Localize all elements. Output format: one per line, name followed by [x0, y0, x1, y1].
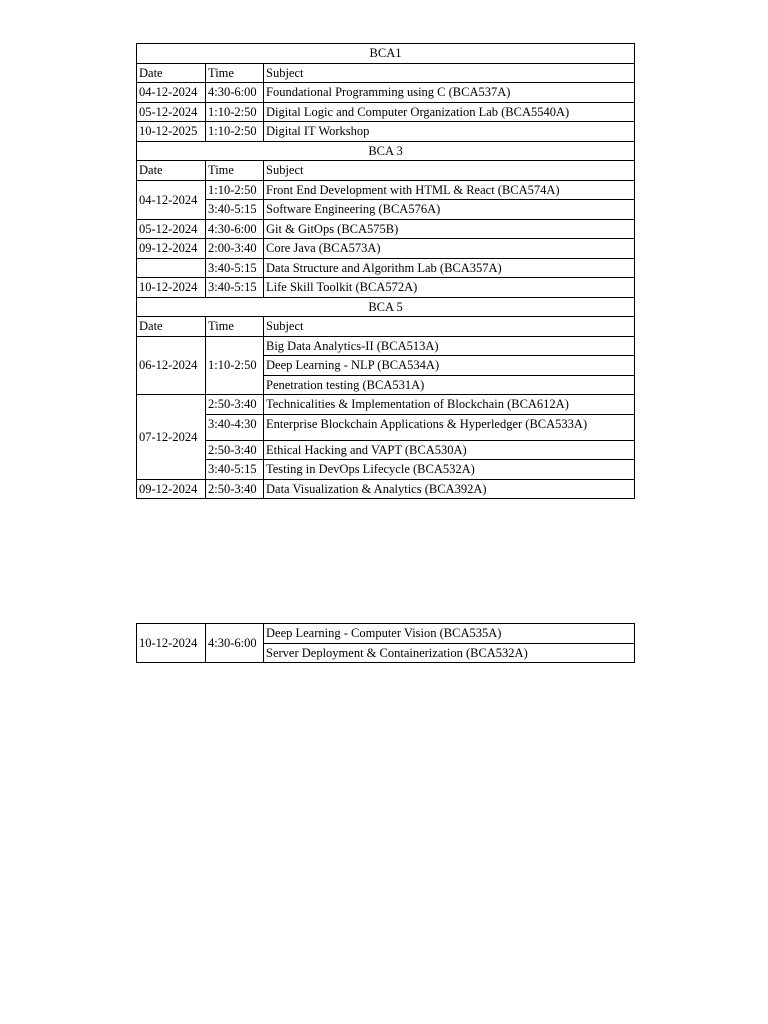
- subject-cell: Core Java (BCA573A): [264, 239, 635, 259]
- table-row: [137, 479, 635, 499]
- table-row: [137, 180, 635, 200]
- subject-cell: Big Data Analytics-II (BCA513A): [264, 336, 635, 356]
- date-cell: 07-12-2024: [137, 395, 206, 480]
- time-cell: 1:10-2:50: [206, 336, 264, 395]
- exam-schedule-table: [136, 43, 635, 499]
- column-header-row: [137, 161, 635, 181]
- subject-cell: Deep Learning - NLP (BCA534A): [264, 356, 635, 376]
- table-row: [137, 414, 635, 440]
- column-header-row: [137, 63, 635, 83]
- time-cell: 3:40-4:30: [206, 414, 264, 440]
- time-cell: 2:50-3:40: [206, 440, 264, 460]
- subject-header: Subject: [264, 317, 635, 337]
- table-row: [137, 395, 635, 415]
- time-header: Time: [206, 317, 264, 337]
- subject-cell: Life Skill Toolkit (BCA572A): [264, 278, 635, 298]
- time-cell: 3:40-5:15: [206, 278, 264, 298]
- subject-cell: Software Engineering (BCA576A): [264, 200, 635, 220]
- subject-cell: Foundational Programming using C (BCA537A): [264, 83, 635, 103]
- table-row: [137, 336, 635, 356]
- subject-cell: Ethical Hacking and VAPT (BCA530A): [264, 440, 635, 460]
- date-header: Date: [137, 317, 206, 337]
- subject-cell: Digital IT Workshop: [264, 122, 635, 142]
- table-row: [137, 102, 635, 122]
- section-title-bca5: BCA 5: [137, 297, 635, 317]
- section-title-row: [137, 141, 635, 161]
- subject-cell: Enterprise Blockchain Applications & Hyperledger (BCA533A): [264, 414, 635, 440]
- subject-cell: Deep Learning - Computer Vision (BCA535A): [264, 624, 635, 644]
- extra-schedule-table: [136, 623, 635, 663]
- table-row: [137, 239, 635, 259]
- section-title-row: [137, 44, 635, 64]
- table-row: [137, 219, 635, 239]
- table-row: [137, 624, 635, 644]
- subject-header: Subject: [264, 161, 635, 181]
- subject-cell: Technicalities & Implementation of Blockchain (BCA612A): [264, 395, 635, 415]
- date-cell: 10-12-2025: [137, 122, 206, 142]
- section-title-bca3: BCA 3: [137, 141, 635, 161]
- table-row: [137, 440, 635, 460]
- subject-cell: Git & GitOps (BCA575B): [264, 219, 635, 239]
- subject-cell: Data Structure and Algorithm Lab (BCA357A): [264, 258, 635, 278]
- column-header-row: [137, 317, 635, 337]
- table-row: [137, 122, 635, 142]
- date-cell: 05-12-2024: [137, 102, 206, 122]
- date-cell: [137, 258, 206, 278]
- subject-cell: Server Deployment & Containerization (BCA532A): [264, 643, 635, 663]
- time-cell: 4:30-6:00: [206, 83, 264, 103]
- subject-cell: Front End Development with HTML & React (BCA574A): [264, 180, 635, 200]
- date-cell: 09-12-2024: [137, 479, 206, 499]
- time-cell: 2:50-3:40: [206, 395, 264, 415]
- time-header: Time: [206, 63, 264, 83]
- date-cell: 05-12-2024: [137, 219, 206, 239]
- subject-cell: Data Visualization & Analytics (BCA392A): [264, 479, 635, 499]
- table-row: [137, 460, 635, 480]
- section-title-row: [137, 297, 635, 317]
- date-cell: 04-12-2024: [137, 83, 206, 103]
- table-row: [137, 278, 635, 298]
- table-row: [137, 258, 635, 278]
- date-header: Date: [137, 63, 206, 83]
- table-row: [137, 83, 635, 103]
- time-cell: 2:50-3:40: [206, 479, 264, 499]
- time-cell: 1:10-2:50: [206, 122, 264, 142]
- date-cell: 06-12-2024: [137, 336, 206, 395]
- subject-cell: Testing in DevOps Lifecycle (BCA532A): [264, 460, 635, 480]
- time-cell: 3:40-5:15: [206, 258, 264, 278]
- time-cell: 3:40-5:15: [206, 200, 264, 220]
- time-cell: 4:30-6:00: [206, 624, 264, 663]
- time-cell: 3:40-5:15: [206, 460, 264, 480]
- subject-header: Subject: [264, 63, 635, 83]
- date-cell: 10-12-2024: [137, 624, 206, 663]
- time-cell: 4:30-6:00: [206, 219, 264, 239]
- table-row: [137, 200, 635, 220]
- time-header: Time: [206, 161, 264, 181]
- subject-cell: Digital Logic and Computer Organization Lab (BCA5540A): [264, 102, 635, 122]
- time-cell: 2:00-3:40: [206, 239, 264, 259]
- date-cell: 09-12-2024: [137, 239, 206, 259]
- date-cell: 04-12-2024: [137, 180, 206, 219]
- date-cell: 10-12-2024: [137, 278, 206, 298]
- section-title-bca1: BCA1: [137, 44, 635, 64]
- subject-cell: Penetration testing (BCA531A): [264, 375, 635, 395]
- time-cell: 1:10-2:50: [206, 180, 264, 200]
- date-header: Date: [137, 161, 206, 181]
- time-cell: 1:10-2:50: [206, 102, 264, 122]
